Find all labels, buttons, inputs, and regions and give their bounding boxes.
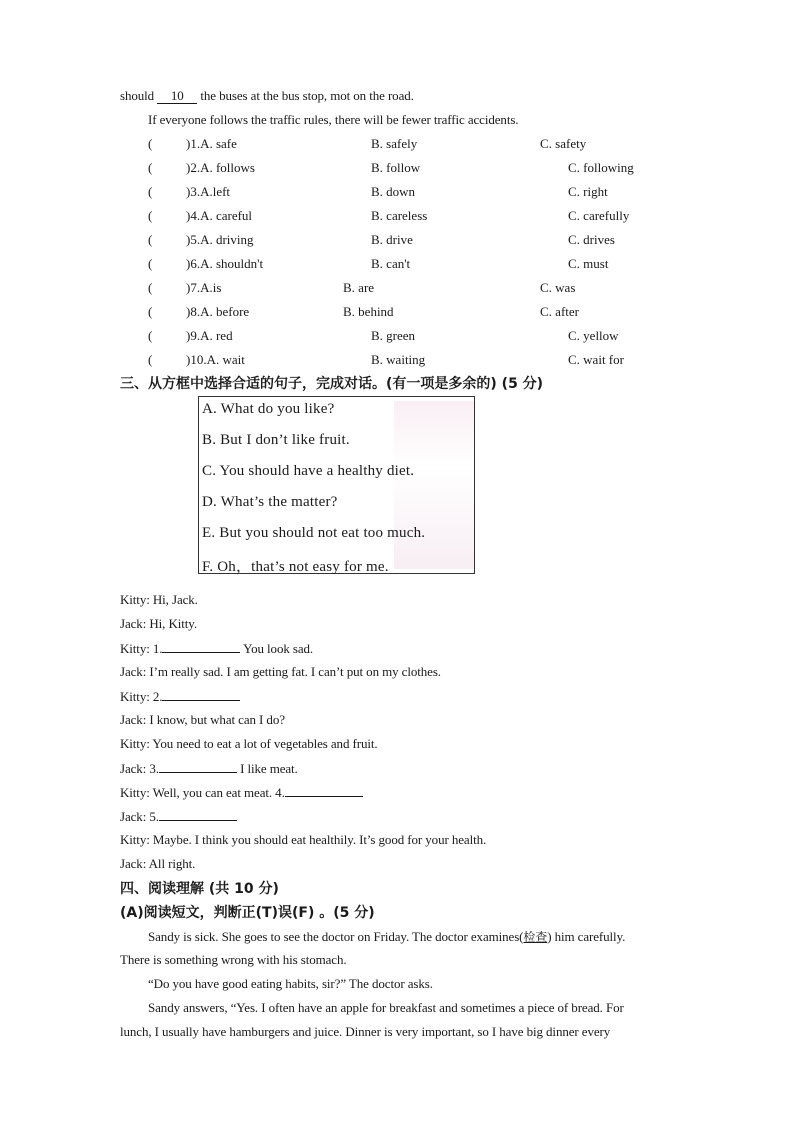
answer-paren[interactable]: ( <box>148 136 153 151</box>
cloze-option-row <box>148 208 708 226</box>
option-b: B. down <box>371 184 416 199</box>
dialogue-line-10: Jack: 5. <box>120 808 237 825</box>
answer-paren[interactable]: ( <box>148 352 153 367</box>
cloze-option-row <box>148 136 708 154</box>
dialogue-line-8: Jack: 3. I like meat. <box>120 761 298 776</box>
answer-paren[interactable]: ( <box>148 304 153 319</box>
option-b: B. careless <box>371 208 428 223</box>
section3-heading: 三、从方框中选择合适的句子，完成对话。(有一项是多余的) (5 分) <box>120 376 544 392</box>
dialogue-line-7: Kitty: You need to eat a lot of vegetables and fruit. <box>120 736 378 751</box>
dialogue-line-6: Jack: I know, but what can I do? <box>120 712 285 727</box>
cloze-option-row <box>148 256 708 274</box>
dialogue-line-12: Jack: All right. <box>120 856 196 871</box>
cloze-option-row <box>148 328 708 346</box>
option-a: )7.A.is <box>186 280 222 295</box>
option-c: C. yellow <box>568 328 619 343</box>
option-b: B. behind <box>343 304 394 319</box>
option-c: C. was <box>540 280 576 295</box>
option-a: )8.A. before <box>186 304 250 319</box>
answer-blank-2[interactable] <box>162 688 240 701</box>
cloze-option-row <box>148 304 708 322</box>
answer-paren[interactable]: ( <box>148 208 153 223</box>
reading-para-3a: Sandy answers, “Yes. I often have an apple for breakfast and sometimes a piece of bread. For <box>148 1000 624 1015</box>
option-a: )3.A.left <box>186 184 231 199</box>
option-a: )6.A. shouldn't <box>186 256 264 271</box>
section4-heading: 四、阅读理解 (共 10 分) <box>120 881 279 897</box>
option-a: )9.A. red <box>186 328 233 343</box>
dialogue-line-3: Kitty: 1. You look sad. <box>120 641 314 656</box>
scan-watermark <box>394 401 474 569</box>
blank-10[interactable]: 10 <box>157 89 197 104</box>
answer-paren[interactable]: ( <box>148 280 153 295</box>
answer-paren[interactable]: ( <box>148 256 153 271</box>
option-b: B. safely <box>371 136 418 151</box>
cloze-line-end: should 10 the buses at the bus stop, mot on the road. <box>120 88 414 103</box>
answer-blank-4[interactable] <box>285 784 363 797</box>
answer-paren[interactable]: ( <box>148 184 153 199</box>
answer-paren[interactable]: ( <box>148 328 153 343</box>
option-b: B. drive <box>371 232 413 247</box>
reading-para-1b: There is something wrong with his stomach. <box>120 952 347 967</box>
option-a: )4.A. careful <box>186 208 253 223</box>
box-option-a: A. What do you like? <box>202 401 335 417</box>
cloze-final-sentence: If everyone follows the traffic rules, there will be fewer traffic accidents. <box>148 112 519 127</box>
option-c: C. following <box>568 160 634 175</box>
reading-para-2: “Do you have good eating habits, sir?” The doctor asks. <box>148 976 433 991</box>
option-b: B. waiting <box>371 352 426 367</box>
cloze-option-row <box>148 160 708 178</box>
answer-paren[interactable]: ( <box>148 232 153 247</box>
option-c: C. right <box>568 184 608 199</box>
dialogue-line-9: Kitty: Well, you can eat meat. 4. <box>120 784 363 801</box>
answer-blank-5[interactable] <box>159 808 237 821</box>
option-a: )2.A. follows <box>186 160 255 175</box>
reading-para-1a: Sandy is sick. She goes to see the doctor on Friday. The doctor examines(检查) him carefully. <box>148 929 626 944</box>
dialogue-line-2: Jack: Hi, Kitty. <box>120 616 197 631</box>
option-c: C. carefully <box>568 208 630 223</box>
cloze-option-row <box>148 184 708 202</box>
option-b: B. can't <box>371 256 411 271</box>
box-option-e: E. But you should not eat too much. <box>202 525 426 541</box>
dialogue-line-1: Kitty: Hi, Jack. <box>120 592 198 607</box>
option-c: C. safety <box>540 136 587 151</box>
reading-para-3b: lunch, I usually have hamburgers and juice. Dinner is very important, so I have big dinner every <box>120 1024 611 1039</box>
answer-blank-3[interactable] <box>159 760 237 773</box>
cloze-option-row <box>148 280 708 298</box>
box-option-b: B. But I don’t like fruit. <box>202 432 350 448</box>
option-c: C. drives <box>568 232 615 247</box>
cloze-option-row <box>148 352 708 370</box>
option-c: C. after <box>540 304 579 319</box>
answer-blank-1[interactable] <box>162 640 240 653</box>
option-c: C. must <box>568 256 609 271</box>
option-a: )10.A. wait <box>186 352 245 367</box>
cloze-option-row <box>148 232 708 250</box>
option-c: C. wait for <box>568 352 624 367</box>
option-a: )5.A. driving <box>186 232 254 247</box>
dialogue-line-5: Kitty: 2. <box>120 688 240 705</box>
section4-subheading: (A)阅读短文，判断正(T)误(F) 。(5 分) <box>120 905 375 921</box>
option-b: B. follow <box>371 160 421 175</box>
dialogue-line-11: Kitty: Maybe. I think you should eat healthily. It’s good for your health. <box>120 832 487 847</box>
sentence-options-box <box>198 396 475 574</box>
dialogue-line-4: Jack: I’m really sad. I am getting fat. I can’t put on my clothes. <box>120 664 441 679</box>
box-option-d: D. What’s the matter? <box>202 494 338 510</box>
answer-paren[interactable]: ( <box>148 160 153 175</box>
option-b: B. green <box>371 328 416 343</box>
box-option-f: F. Oh，that’s not easy for me. <box>202 559 389 575</box>
option-a: )1.A. safe <box>186 136 237 151</box>
option-b: B. are <box>343 280 375 295</box>
gloss-word: 检查 <box>523 930 548 944</box>
box-option-c: C. You should have a healthy diet. <box>202 463 415 479</box>
